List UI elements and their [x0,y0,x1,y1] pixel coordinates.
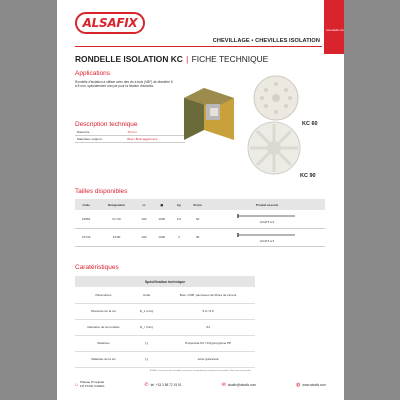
spec-value: Bois, OSB, panneaux de fibres de ciment [161,287,255,303]
spec-param: Diamètre de la rondelle [75,319,132,335]
spec-unit: [-] [132,351,161,367]
col-box-icon: ▭ [136,199,152,210]
col-assoc: Produit associé [209,199,325,210]
table-header-row [75,276,255,287]
description-heading: Description technique [75,121,138,128]
insulation-block-image [184,88,234,140]
cell-kg: 2,5 [171,210,186,228]
table-row [75,335,255,351]
footer-phone[interactable] [144,382,181,388]
spec-param: Matériau de la vis [75,351,132,367]
spec-heading: Caratéristiques [75,264,119,271]
table-header-row [75,199,325,210]
spec-param: Paramètres [75,287,132,303]
footer-email[interactable] [222,382,256,388]
col-kg: kg [171,199,186,210]
alsafix-logo [75,12,145,34]
spec-value: 64 [161,319,255,335]
cell-diameter: 60 [186,210,209,228]
spec-value: 5,0 / 6,0 [161,303,255,319]
cell-kg: 4 [171,228,186,246]
cell-c4: 1000 [152,228,171,246]
title-bold: RONDELLE ISOLATION KC [75,54,183,64]
spec-value: Acier galvanisé [161,351,255,367]
table-row [75,228,325,246]
title-light: FICHE TECHNIQUE [191,54,269,64]
phone-icon: ✆ [144,382,149,388]
sizes-heading: Tailles disponibles [75,188,128,195]
globe-icon: ◍ [296,382,301,388]
datasheet-page [57,0,344,400]
phone-text: tel. +33 3 88 72 15 51 [150,383,182,387]
table-row [75,351,255,367]
spec-param: Diamètre de la vis [75,303,132,319]
spec-value: Polyamide PA / Polypropylène PP [161,335,255,351]
spec-unit: D_s (mm) [132,303,161,319]
spec-param: Matériau [75,335,132,351]
desc-value: Bois / Bois aggloméré [125,136,185,143]
address-line-1: Plateau Principale [80,380,105,385]
spec-unit: D_r (mm) [132,319,161,335]
assoc-label: vbf Ø 5 à 6 [259,238,275,243]
kc60-washer-image [254,76,298,120]
table-row [75,136,185,143]
cell-code: 10581 [75,210,97,228]
table-row [75,319,255,335]
desc-value: 70 mm [125,129,185,136]
page-footer [75,378,326,392]
side-tab-text: www.alsafix.com [326,29,344,32]
cell-designation: KC 60 [97,210,135,228]
description-table [75,129,185,143]
kc90-washer-image [248,122,300,174]
kc90-label: KC 90 [300,173,316,179]
cell-diameter: 90 [186,228,209,246]
category-label: CHEVILLAGE • CHEVILLES ISOLATION [212,38,320,44]
footer-address [75,381,104,388]
spec-table-title: Spécification technique [75,276,255,287]
table-row [75,210,325,228]
spec-unit: Unité [132,287,161,303]
title-separator: | [186,54,189,64]
footer-web[interactable] [296,382,326,388]
page-title [75,54,268,64]
table-row [75,303,255,319]
table-row [75,287,255,303]
cell-c3: 100 [136,228,152,246]
applications-heading: Applications [75,70,111,77]
header-divider [75,46,322,47]
col-diameter: Ø mm [186,199,209,210]
col-carton-icon: ▦ [152,199,171,210]
web-text: www.alsafix.com [302,383,326,387]
screw-image [237,213,297,219]
col-code: Code [75,199,97,210]
spec-table [75,276,255,368]
location-icon: ⌂ [75,382,79,388]
applications-text: Rondelle d'isolation à utiliser avec des vis à bois (VBF) de diamètre 5 à 8 mm, spécialement conçue pour la fixation d'isolants. [75,80,173,89]
cell-code: 10743 [75,228,97,246]
address-line-2: FR 67240 CARES [80,384,105,388]
logo-text: ALSAFIX [82,16,138,30]
sizes-table [75,199,325,247]
screw-image [237,232,297,238]
cell-designation: KC90 [97,228,135,246]
disclaimer-text: ALSAFIX se réserve le droit de modifier, sans préavis, les spécifications techniques de ses produits. Photos non contractuelles. [149,370,252,372]
product-illustration [182,68,322,188]
kc60-label: KC 60 [302,121,318,127]
col-designation: Désignation [97,199,135,210]
cell-assoc [209,228,325,246]
assoc-label: vbf Ø 5 à 6 [259,220,275,225]
cell-c3: 100 [136,210,152,228]
email-icon: ✉ [221,382,226,388]
cell-c4: 1000 [152,210,171,228]
desc-label: Diamètre [75,129,125,136]
desc-label: Matériaux support [75,136,125,143]
cell-assoc [209,210,325,228]
spec-unit: [-] [132,335,161,351]
email-text: alsafix@alsafix.com [227,383,257,387]
brand-side-tab [324,0,344,54]
